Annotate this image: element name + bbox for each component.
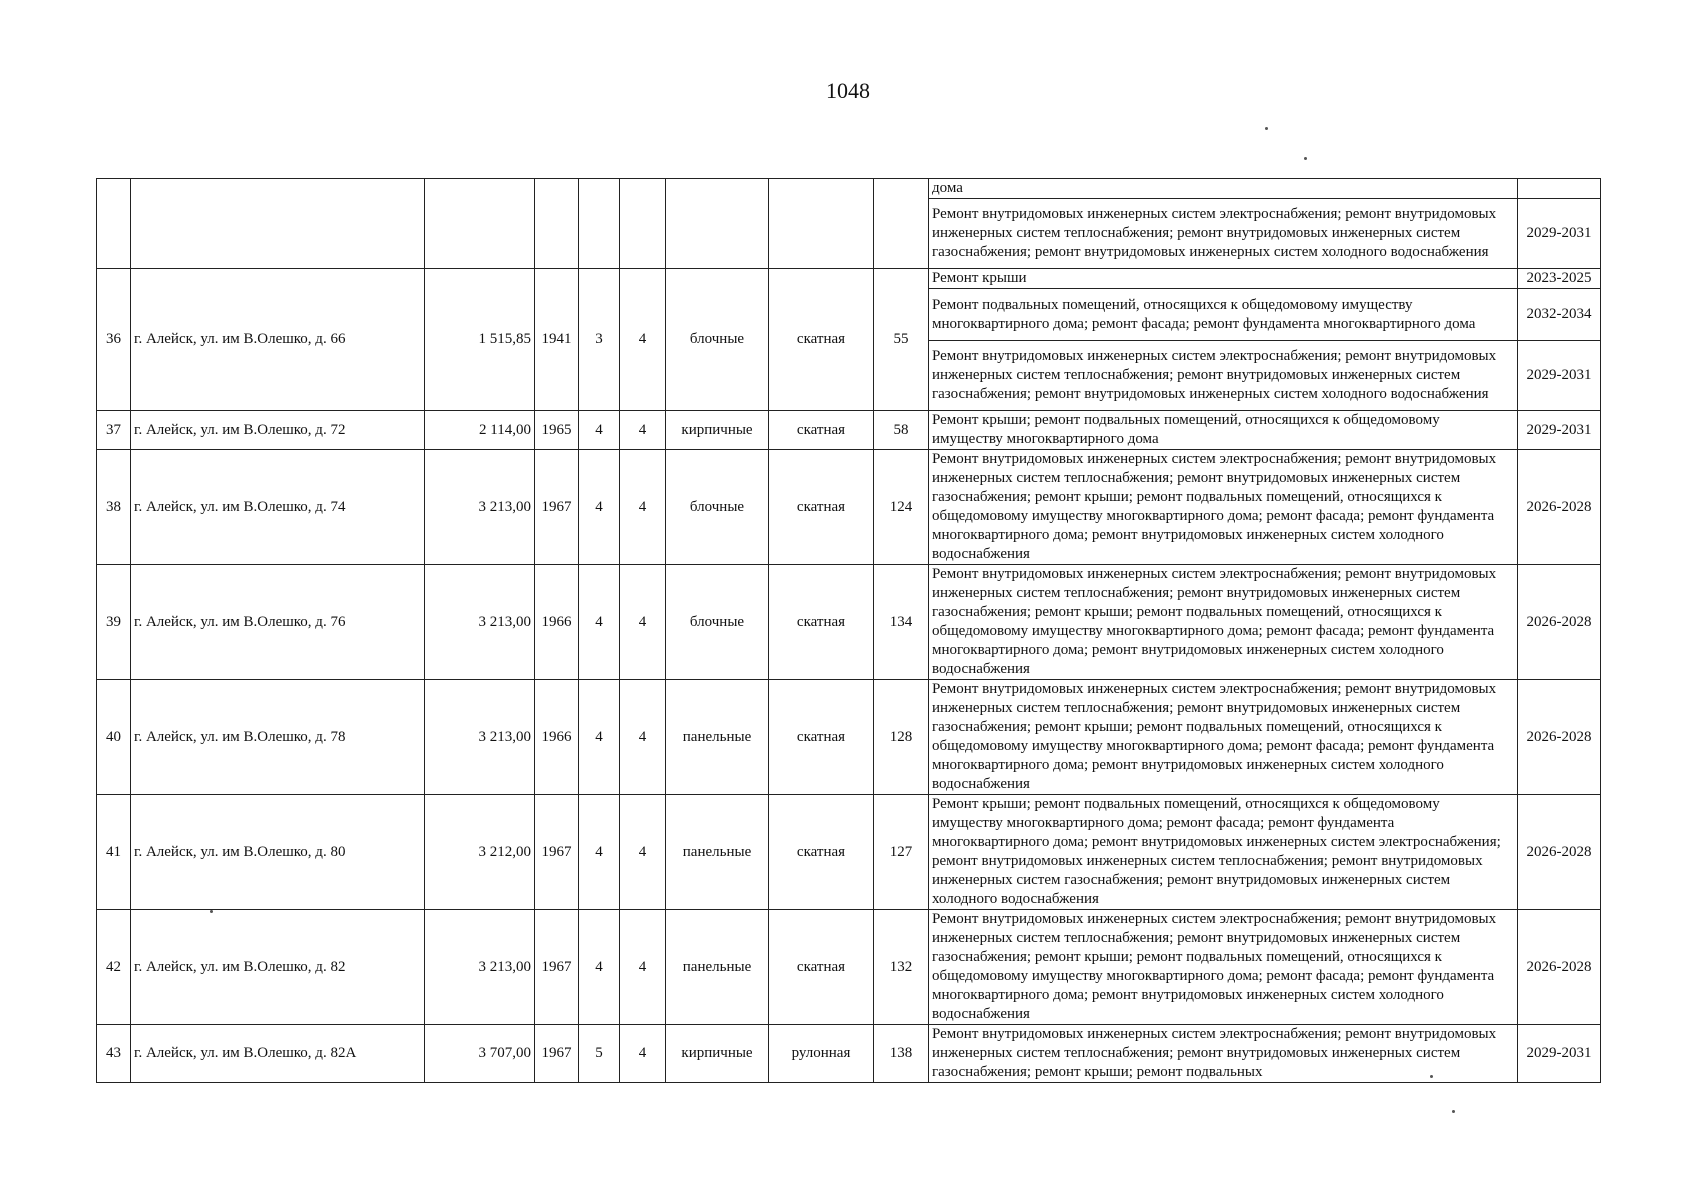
row-number: 39 bbox=[97, 565, 131, 680]
work-period: 2026-2028 bbox=[1518, 450, 1601, 565]
wall-material-cell: блочные bbox=[666, 450, 769, 565]
table-row bbox=[97, 269, 1601, 289]
address-cell: г. Алейск, ул. им В.Олешко, д. 66 bbox=[131, 269, 425, 411]
work-description: Ремонт внутридомовых инженерных систем электроснабжения; ремонт внутридомовых инженерных систем теплоснабжения; ремонт внутридомовых инженерных систем газоснабжения; ремонт крыши; ремонт подвальных помещений, относящихся к общедомовому имуществу многоквартирного дома; ремонт фасада; ремонт фундамента многоквартирного дома; ремонт внутридомовых инженерных систем холодного водоснабжения bbox=[929, 910, 1518, 1025]
row-number: 43 bbox=[97, 1025, 131, 1083]
address-cell: г. Алейск, ул. им В.Олешко, д. 82 bbox=[131, 910, 425, 1025]
floors-cell: 5 bbox=[579, 1025, 620, 1083]
page-number: 1048 bbox=[826, 78, 870, 103]
row-number: 36 bbox=[97, 269, 131, 411]
empty-cell bbox=[620, 179, 666, 269]
work-period: 2026-2028 bbox=[1518, 795, 1601, 910]
work-period: 2029-2031 bbox=[1518, 1025, 1601, 1083]
empty-cell bbox=[131, 179, 425, 269]
work-period: 2029-2031 bbox=[1518, 199, 1601, 269]
work-period: 2026-2028 bbox=[1518, 910, 1601, 1025]
area-cell: 3 707,00 bbox=[425, 1025, 535, 1083]
area-cell: 3 212,00 bbox=[425, 795, 535, 910]
area-cell: 2 114,00 bbox=[425, 411, 535, 450]
work-description: Ремонт внутридомовых инженерных систем электроснабжения; ремонт внутридомовых инженерных систем теплоснабжения; ремонт внутридомовых инженерных систем газоснабжения; ремонт крыши; ремонт подвальных bbox=[929, 1025, 1518, 1083]
floors-cell: 4 bbox=[579, 565, 620, 680]
empty-cell bbox=[97, 179, 131, 269]
year-cell: 1967 bbox=[535, 1025, 579, 1083]
table-row bbox=[97, 179, 1601, 199]
table-row bbox=[97, 680, 1601, 795]
work-description: Ремонт подвальных помещений, относящихся к общедомовому имуществу многоквартирного дома; ремонт фасада; ремонт фундамента многоквартирного дома bbox=[929, 289, 1518, 341]
work-period bbox=[1518, 179, 1601, 199]
wall-material-cell: блочные bbox=[666, 269, 769, 411]
floors-cell: 4 bbox=[579, 910, 620, 1025]
wall-material-cell: панельные bbox=[666, 795, 769, 910]
residents-cell: 55 bbox=[874, 269, 929, 411]
area-cell: 3 213,00 bbox=[425, 910, 535, 1025]
residents-cell: 58 bbox=[874, 411, 929, 450]
floors-cell: 4 bbox=[579, 411, 620, 450]
work-description: дома bbox=[929, 179, 1518, 199]
work-period: 2026-2028 bbox=[1518, 565, 1601, 680]
work-period: 2029-2031 bbox=[1518, 341, 1601, 411]
table-body bbox=[97, 179, 1601, 1083]
empty-cell bbox=[535, 179, 579, 269]
entrances-cell: 4 bbox=[620, 269, 666, 411]
row-number: 37 bbox=[97, 411, 131, 450]
work-description: Ремонт внутридомовых инженерных систем электроснабжения; ремонт внутридомовых инженерных систем теплоснабжения; ремонт внутридомовых инженерных систем газоснабжения; ремонт внутридомовых инженерных систем холодного водоснабжения bbox=[929, 341, 1518, 411]
year-cell: 1966 bbox=[535, 565, 579, 680]
row-number: 40 bbox=[97, 680, 131, 795]
floors-cell: 4 bbox=[579, 795, 620, 910]
year-cell: 1941 bbox=[535, 269, 579, 411]
area-cell: 3 213,00 bbox=[425, 450, 535, 565]
work-description: Ремонт внутридомовых инженерных систем электроснабжения; ремонт внутридомовых инженерных систем теплоснабжения; ремонт внутридомовых инженерных систем газоснабжения; ремонт крыши; ремонт подвальных помещений, относящихся к общедомовому имуществу многоквартирного дома; ремонт фасада; ремонт фундамента многоквартирного дома; ремонт внутридомовых инженерных систем холодного водоснабжения bbox=[929, 450, 1518, 565]
entrances-cell: 4 bbox=[620, 450, 666, 565]
roof-type-cell: скатная bbox=[769, 411, 874, 450]
floors-cell: 3 bbox=[579, 269, 620, 411]
row-number: 38 bbox=[97, 450, 131, 565]
table-row bbox=[97, 910, 1601, 1025]
year-cell: 1965 bbox=[535, 411, 579, 450]
empty-cell bbox=[579, 179, 620, 269]
year-cell: 1967 bbox=[535, 450, 579, 565]
address-cell: г. Алейск, ул. им В.Олешко, д. 82А bbox=[131, 1025, 425, 1083]
work-period: 2023-2025 bbox=[1518, 269, 1601, 289]
area-cell: 3 213,00 bbox=[425, 680, 535, 795]
work-description: Ремонт внутридомовых инженерных систем электроснабжения; ремонт внутридомовых инженерных систем теплоснабжения; ремонт внутридомовых инженерных систем газоснабжения; ремонт крыши; ремонт подвальных помещений, относящихся к общедомовому имуществу многоквартирного дома; ремонт фасада; ремонт фундамента многоквартирного дома; ремонт внутридомовых инженерных систем холодного водоснабжения bbox=[929, 565, 1518, 680]
wall-material-cell: панельные bbox=[666, 680, 769, 795]
address-cell: г. Алейск, ул. им В.Олешко, д. 72 bbox=[131, 411, 425, 450]
table-row bbox=[97, 450, 1601, 565]
wall-material-cell: панельные bbox=[666, 910, 769, 1025]
year-cell: 1966 bbox=[535, 680, 579, 795]
year-cell: 1967 bbox=[535, 795, 579, 910]
capital-repair-table bbox=[96, 178, 1601, 1083]
work-period: 2032-2034 bbox=[1518, 289, 1601, 341]
entrances-cell: 4 bbox=[620, 565, 666, 680]
table-row bbox=[97, 411, 1601, 450]
residents-cell: 132 bbox=[874, 910, 929, 1025]
work-description: Ремонт крыши; ремонт подвальных помещений, относящихся к общедомовому имуществу многоквартирного дома; ремонт фасада; ремонт фундамента многоквартирного дома; ремонт внутридомовых инженерных систем электроснабжения; ремонт внутридомовых инженерных систем теплоснабжения; ремонт внутридомовых инженерных систем газоснабжения; ремонт внутридомовых инженерных систем холодного водоснабжения bbox=[929, 795, 1518, 910]
floors-cell: 4 bbox=[579, 450, 620, 565]
area-cell: 3 213,00 bbox=[425, 565, 535, 680]
roof-type-cell: скатная bbox=[769, 795, 874, 910]
residents-cell: 134 bbox=[874, 565, 929, 680]
work-description: Ремонт крыши; ремонт подвальных помещений, относящихся к общедомовому имуществу многоквартирного дома bbox=[929, 411, 1518, 450]
work-period: 2026-2028 bbox=[1518, 680, 1601, 795]
residents-cell: 124 bbox=[874, 450, 929, 565]
roof-type-cell: скатная bbox=[769, 565, 874, 680]
entrances-cell: 4 bbox=[620, 910, 666, 1025]
entrances-cell: 4 bbox=[620, 1025, 666, 1083]
entrances-cell: 4 bbox=[620, 795, 666, 910]
roof-type-cell: скатная bbox=[769, 269, 874, 411]
empty-cell bbox=[874, 179, 929, 269]
residents-cell: 128 bbox=[874, 680, 929, 795]
address-cell: г. Алейск, ул. им В.Олешко, д. 74 bbox=[131, 450, 425, 565]
empty-cell bbox=[425, 179, 535, 269]
empty-cell bbox=[769, 179, 874, 269]
wall-material-cell: кирпичные bbox=[666, 411, 769, 450]
area-cell: 1 515,85 bbox=[425, 269, 535, 411]
address-cell: г. Алейск, ул. им В.Олешко, д. 80 bbox=[131, 795, 425, 910]
residents-cell: 127 bbox=[874, 795, 929, 910]
work-period: 2029-2031 bbox=[1518, 411, 1601, 450]
year-cell: 1967 bbox=[535, 910, 579, 1025]
table-row bbox=[97, 565, 1601, 680]
table-row bbox=[97, 1025, 1601, 1083]
roof-type-cell: рулонная bbox=[769, 1025, 874, 1083]
table-row bbox=[97, 795, 1601, 910]
wall-material-cell: кирпичные bbox=[666, 1025, 769, 1083]
roof-type-cell: скатная bbox=[769, 450, 874, 565]
roof-type-cell: скатная bbox=[769, 680, 874, 795]
row-number: 42 bbox=[97, 910, 131, 1025]
roof-type-cell: скатная bbox=[769, 910, 874, 1025]
work-description: Ремонт внутридомовых инженерных систем электроснабжения; ремонт внутридомовых инженерных систем теплоснабжения; ремонт внутридомовых инженерных систем газоснабжения; ремонт крыши; ремонт подвальных помещений, относящихся к общедомовому имуществу многоквартирного дома; ремонт фасада; ремонт фундамента многоквартирного дома; ремонт внутридомовых инженерных систем холодного водоснабжения bbox=[929, 680, 1518, 795]
address-cell: г. Алейск, ул. им В.Олешко, д. 78 bbox=[131, 680, 425, 795]
entrances-cell: 4 bbox=[620, 680, 666, 795]
row-number: 41 bbox=[97, 795, 131, 910]
floors-cell: 4 bbox=[579, 680, 620, 795]
work-description: Ремонт крыши bbox=[929, 269, 1518, 289]
empty-cell bbox=[666, 179, 769, 269]
address-cell: г. Алейск, ул. им В.Олешко, д. 76 bbox=[131, 565, 425, 680]
residents-cell: 138 bbox=[874, 1025, 929, 1083]
entrances-cell: 4 bbox=[620, 411, 666, 450]
wall-material-cell: блочные bbox=[666, 565, 769, 680]
work-description: Ремонт внутридомовых инженерных систем электроснабжения; ремонт внутридомовых инженерных систем теплоснабжения; ремонт внутридомовых инженерных систем газоснабжения; ремонт внутридомовых инженерных систем холодного водоснабжения bbox=[929, 199, 1518, 269]
